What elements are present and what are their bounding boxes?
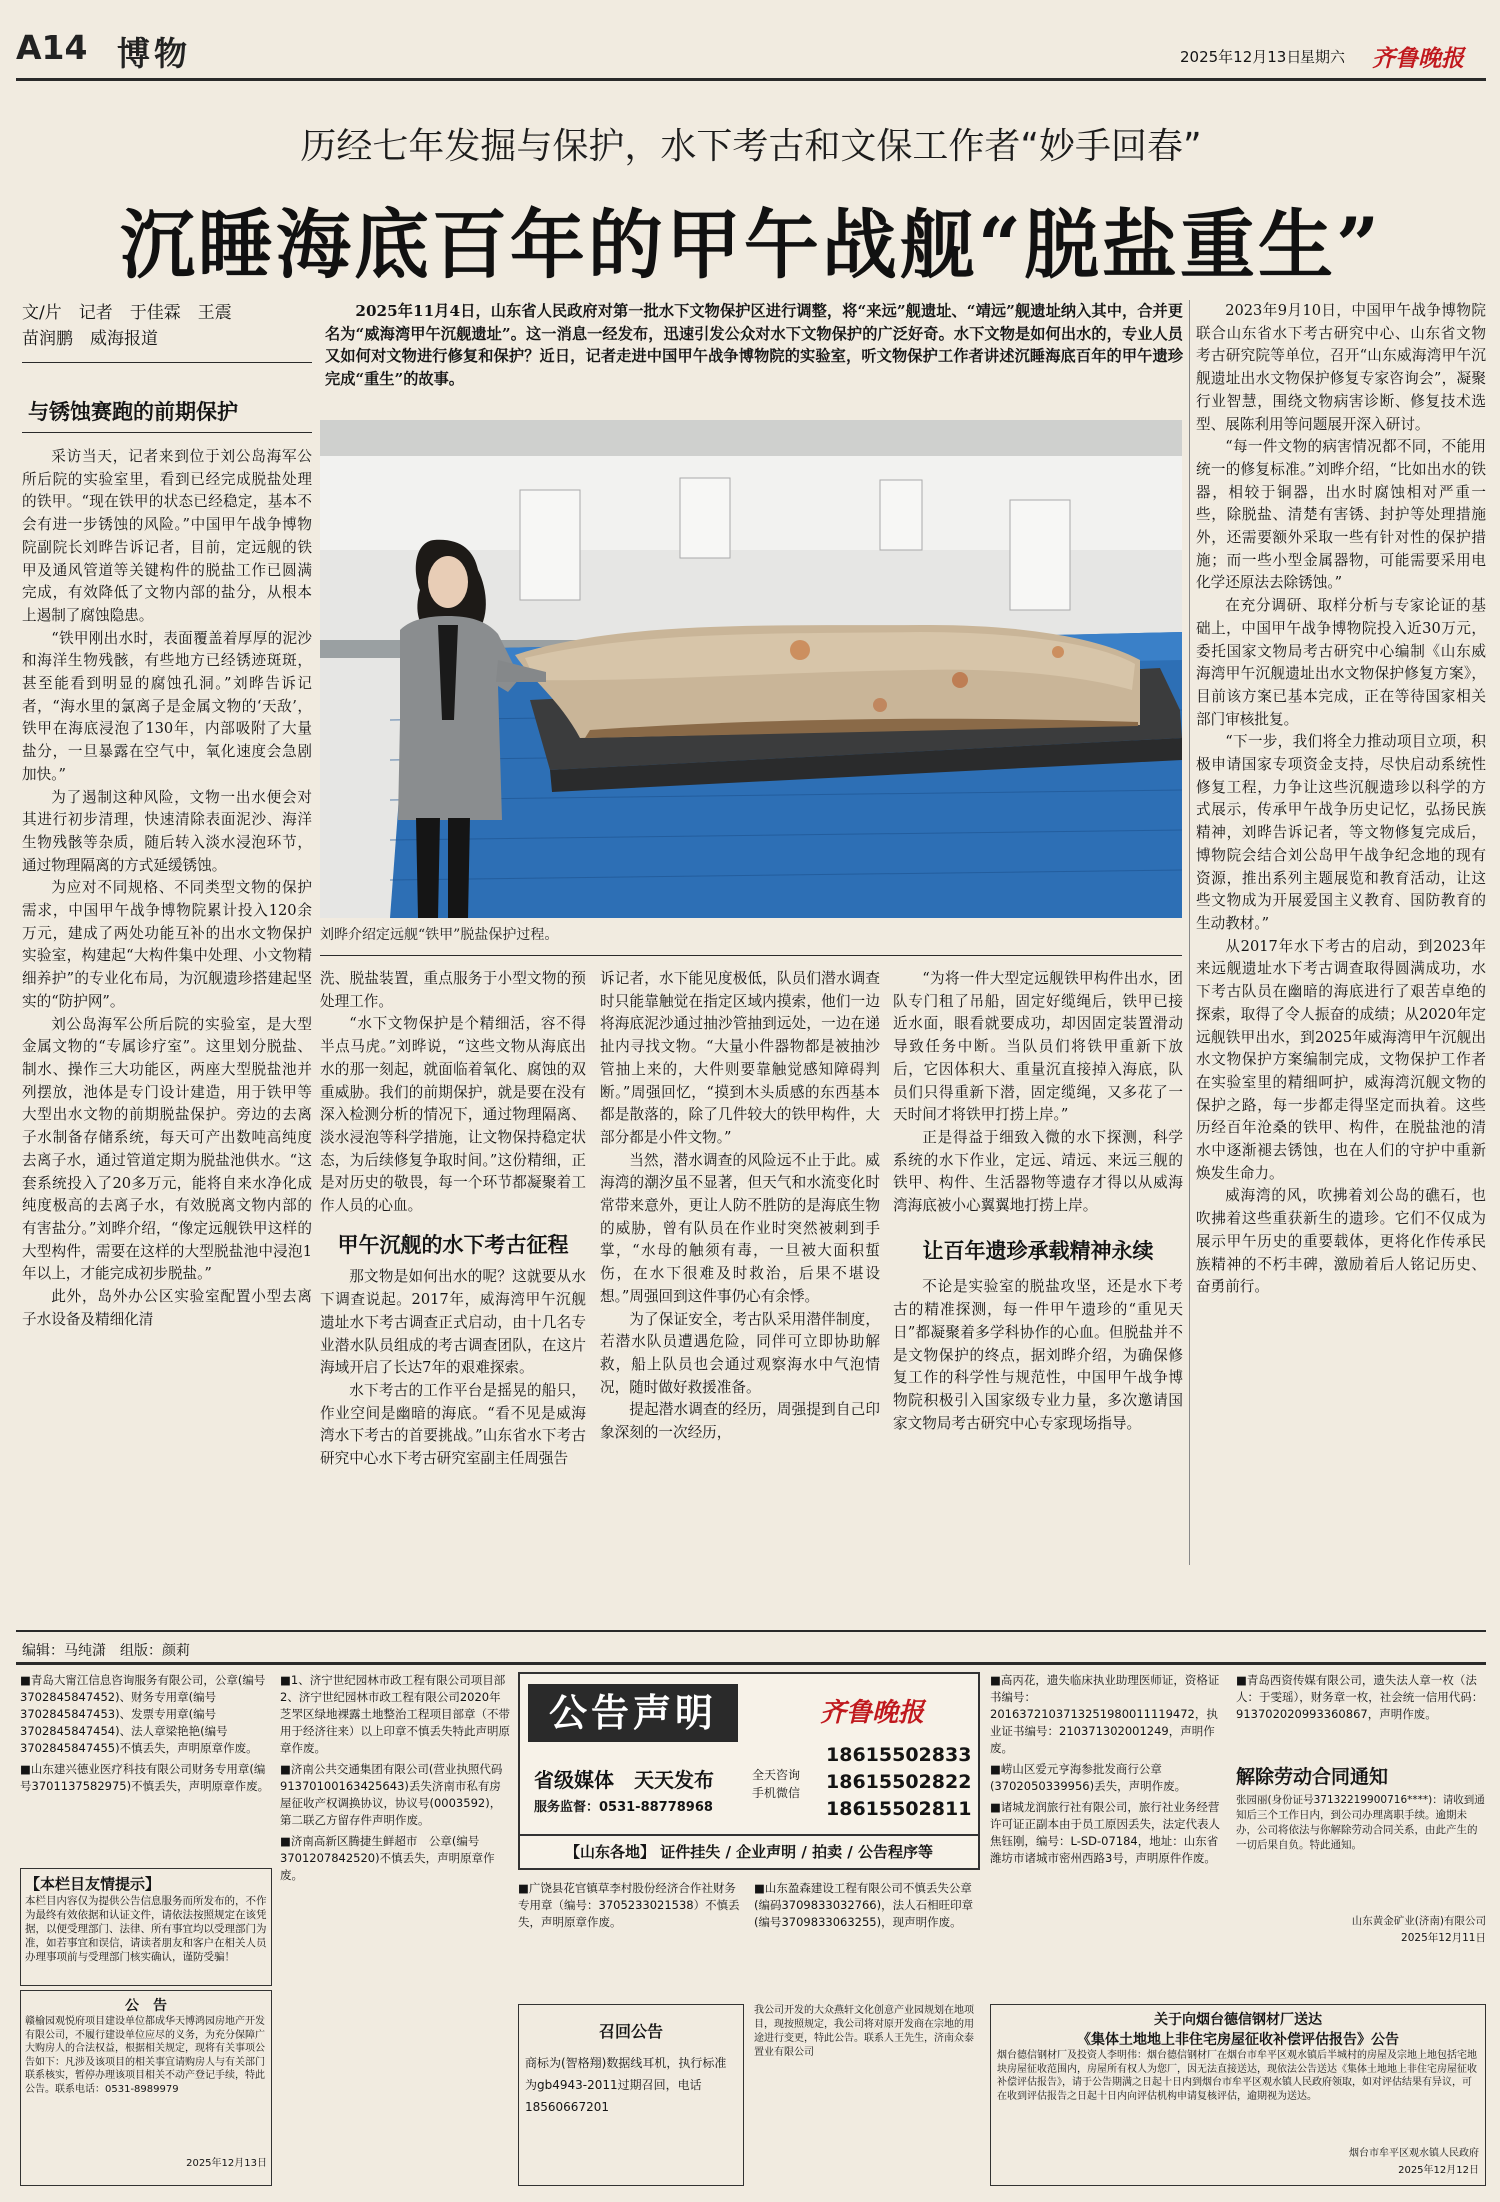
banner-label-consult: 全天咨询 bbox=[752, 1768, 801, 1782]
col5-para: “每一件文物的病害情况都不同，不能用统一的修复标准。”刘晔介绍，“比如出水的铁器，相较于铜器，出水时腐蚀相对严重一些，除脱盐、清楚有害锈、封护等处理措施外，还需要额外采取一些有针对性的保护措施；而一些小型金属器物，可能需要采用电化学还原法去除锈蚀。” bbox=[1196, 438, 1486, 592]
col2-para: “水下文物保护是个精细活，容不得半点马虎。”刘晔说，“这些文物从海底出水的那一刻起，就面临着氧化、腐蚀的双重威胁。我们的前期保护，就是要在没有深入检测分析的情况下，通过物理隔离、淡水浸泡等科学措施，让文物保持稳定状态，为后续修复争取时间。”这份精细，正是对历史的敬畏，每一个环节都凝聚着工作人员的心血。 bbox=[320, 1015, 586, 1215]
ad-item: ■ 山东盈森建设工程有限公司不慎丢失公章(编码3709833032766)，法人石相旺印章(编号3709833063255)，现声明作废。 bbox=[754, 1880, 980, 1931]
ads-top-rule bbox=[16, 1662, 1486, 1665]
main-headline: 沉睡海底百年的甲午战舰“脱盐重生” bbox=[119, 201, 1383, 289]
banner-phone: 18615502822 bbox=[826, 1771, 972, 1793]
labor-notice-title: 解除劳动合同通知 bbox=[1236, 1766, 1389, 1788]
ads-column-2 bbox=[280, 1672, 510, 1972]
subhead-2: 甲午沉舰的水下考古征程 bbox=[337, 1231, 569, 1257]
ads-column-4 bbox=[990, 1672, 1226, 2002]
labor-notice-text: 张园丽(身份证号37132219900716****)：请收到通知后三个工作日内，到公司办理离职手续。逾期未办，公司将依法与你解除劳动合同关系，由此产生的一切后果自负。特此通知。 bbox=[1236, 1794, 1485, 1851]
lab-photo bbox=[320, 420, 1182, 918]
land-notice bbox=[990, 2004, 1486, 2186]
ad-item: ■ 济南公共交通集团有限公司(营业执照代码91370100163425643)丢失济南市私有房屋征收产权调换协议，协议号(0003592)，第二联乙方留存件声明作废。 bbox=[280, 1761, 510, 1829]
ad-item: ■ 济南高新区腾捷生鲜超市 公章(编号3701207842520)不慎丢失，声明原章作废。 bbox=[280, 1833, 510, 1884]
ads-mid-left bbox=[518, 1880, 744, 2000]
land-notice-date: 2025年12月12日 bbox=[1398, 2165, 1479, 2176]
public-notice-title: 公 告 bbox=[125, 1998, 167, 2014]
col1-para: 采访当天，记者来到位于刘公岛海军公所后院的实验室里，看到已经完成脱盐处理的铁甲。“现在铁甲的状态已经稳定，基本不会有进一步锈蚀的风险。”中国甲午战争博物院副院长刘晔告诉记者，目前，定远舰的铁甲及通风管道等关键构件的脱盐工作已圆满完成，有效降低了文物内部的盐分，从根本上遏制了腐蚀隐患。 bbox=[22, 448, 312, 624]
announcement-banner bbox=[518, 1672, 980, 1870]
ad-item: ■ 广饶县花官镇草李村股份经济合作社财务专用章（编号：3705233021538）不慎丢失，声明原章作废。 bbox=[518, 1880, 744, 1931]
public-notice-text: 赣榆园观悦府项目建设单位都成华天博鸿园房地产开发有限公司，不履行建设单位应尽的义务，为充分保障广大购房人的合法权益，根据相关规定，现将有关事项公告如下：凡涉及该项目的相关事宜请购房人与有关部门联系核实，暂停办理该项目相关不动产登记手续，特此公告。联系电话：0531-8989979 bbox=[25, 2016, 265, 2095]
subhead-1: 与锈蚀赛跑的前期保护 bbox=[28, 399, 238, 424]
banner-hotline: 服务监督：0531-88778968 bbox=[534, 1800, 713, 1815]
col3-para: 为了保证安全，考古队采用潜伴制度，若潜水队员遭遇危险，同伴可立即协助解救，船上队员也会通过观察海水中气泡情况，随时做好救援准备。 bbox=[600, 1310, 880, 1396]
byline-location: 苗润鹏 威海报道 bbox=[22, 329, 158, 349]
land-notice-text: 烟台德信钢材厂及投资人李明伟：烟台德信钢材厂在烟台市牟平区观水镇后半城村的房屋及宗地上地包括宅地块房屋征收范围内，房屋所有权人为您厂，因无法直接送达，现依法公告送达《集体土地地上非住宅房屋征收补偿评估报告》，请于公告期满之日起十日内到烟台市牟平区观水镇人民政府领取，如对评估结果有异议，可在收到评估报告之日起十日内向评估机构申请复核评估，逾期视为送达。 bbox=[997, 2050, 1477, 2102]
col4-para: 不论是实验室的脱盐攻坚，还是水下考古的精准探测，每一件甲午遗珍的“重见天日”都凝聚着多学科协作的心血。但脱盐并不是文物保护的终点，据刘晔介绍，为确保修复工作的科学性与规范性，中国甲午战争博物院积极引入国家级专业力量，多次邀请国家文物局考古研究中心专家现场指导。 bbox=[893, 1278, 1183, 1432]
col5-para: “下一步，我们将全力推动项目立项，积极申请国家专项资金支持，尽快启动系统性修复工程，力争让这些沉舰遗珍以科学的方式展示，传承甲午战争历史记忆，弘扬民族精神，刘晔告诉记者，等文物修复完成后，博物院会结合刘公岛甲午战争纪念地的现有资源，推出系列主题展览和教育活动，让这些文物成为开展爱国主义教育、国防教育的生动教材。” bbox=[1196, 733, 1486, 932]
newspaper-logo: 齐鲁晚报 bbox=[1372, 45, 1464, 72]
ad-item: ■ 诸城龙润旅行社有限公司，旅行社业务经营许可证正副本由于员工原因丢失，法定代表人焦钰刚，编号：L-SD-07184，地址：山东省潍坊市诸城市密州西路3号，声明原件作废。 bbox=[990, 1799, 1226, 1867]
friendly-tip-box bbox=[20, 1868, 272, 1986]
header-rule bbox=[16, 78, 1486, 81]
land-notice-subtitle: 《集体土地地上非住宅房屋征收补偿评估报告》公告 bbox=[1077, 2032, 1399, 2048]
banner-title: 公告声明 bbox=[528, 1684, 738, 1742]
col5-para: 威海湾的风，吹拂着刘公岛的礁石，也吹拂着这些重获新生的遗珍。它们不仅成为展示甲午历史的重要载体，更将化作传承民族精神的不朽丰碑，激励着后人铭记历史、奋勇前行。 bbox=[1196, 1187, 1486, 1296]
col3-para: 提起潜水调查的经历，周强提到自己印象深刻的一次经历， bbox=[600, 1401, 880, 1442]
public-notice-date: 2025年12月13日 bbox=[186, 2158, 267, 2169]
col5-para: 从2017年水下考古的启动，到2023年来远舰遗址水下考古调查取得圆满成功，水下考古队员在幽暗的海底进行了艰苦卓绝的探索，取得了令人振奋的成绩；从2020年定远舰铁甲出水，到2025年威海湾甲午沉舰出水文物保护方案编制完成，文物保护工作者在实验室里的精细呵护，威海湾沉舰文物的保护之路，每一步都走得坚定而执着。这些历经百年沧桑的铁甲、构件，在脱盐池的清水中逐渐褪去锈蚀，也在人们的守护中重新焕发生命力。 bbox=[1196, 937, 1486, 1182]
col1-para: 为了遏制这种风险，文物一出水便会对其进行初步清理，快速清除表面泥沙、海洋生物残骸等杂质，随后转入淡水浸泡环节，通过物理隔离的方式延缓锈蚀。 bbox=[22, 788, 312, 874]
friendly-tip-text: 本栏目内容仅为提供公告信息服务而所发布的，不作为最终有效依据和认证文件，请依法按照规定在该凭据，以便受理部门、法律、所有事宜均以受理部门为准，如若事宜和误信，请读者朋友和客户在相关人员办理事项前与受理部门核实确认，谨防受骗！ bbox=[25, 1895, 267, 1963]
col2-para: 洗、脱盐装置，重点服务于小型文物的预处理工作。 bbox=[320, 970, 586, 1010]
photo-illustration bbox=[320, 420, 1182, 918]
ad-item: ■ 1、济宁世纪园林市政工程有限公司项目部 2、济宁世纪园林市政工程有限公司2020年芝罘区绿地裸露土地整治工程项目部章（不带用于经济往来）以上印章不慎丢失特此声明原章作废。 bbox=[280, 1672, 510, 1757]
ads-column-5 bbox=[1236, 1672, 1486, 1762]
banner-slogan: 省级媒体 天天发布 bbox=[534, 1768, 714, 1792]
subhead-1-rule bbox=[22, 432, 312, 433]
recall-title: 召回公告 bbox=[598, 2022, 663, 2041]
col3-para: 当然，潜水调查的风险远不止于此。威海湾的潮汐虽不显著，但天气和水流变化时常带来意外，更让人防不胜防的是海底生物的威胁，曾有队员在作业时突然被刺到手掌，“水母的触须有毒，一旦被大面积蜇伤，在水下很难及时救治，后果不堪设想。”周强回到这件事仍心有余悸。 bbox=[600, 1151, 880, 1305]
caption-rule bbox=[320, 955, 1182, 956]
column-5 bbox=[1196, 300, 1486, 1568]
column-1 bbox=[22, 446, 312, 1568]
issue-date: 2025年12月13日 bbox=[1180, 48, 1302, 66]
col2-para: 那文物是如何出水的呢？这就要从水下调查说起。2017年，威海湾甲午沉舰遗址水下考古调查正式启动，由十几名专业潜水队员组成的考古调查团队，在这片海域开启了长达7年的艰难探索。 bbox=[320, 1268, 586, 1377]
recall-text: 商标为(智格翔)数据线耳机，执行标准为gb4943-2011过期召回，电话18560667201 bbox=[525, 2056, 727, 2114]
photo-caption: 刘晔介绍定远舰“铁甲”脱盐保护过程。 bbox=[320, 927, 559, 943]
byline-rule bbox=[22, 362, 312, 363]
column-divider bbox=[1189, 300, 1190, 1565]
kicker-headline: 历经七年发掘与保护，水下考古和文保工作者“妙手回春” bbox=[300, 126, 1202, 167]
ad-item: ■ 崂山区爱元亨海参批发商行公章(3702050339956)丢失，声明作废。 bbox=[990, 1761, 1226, 1795]
article-bottom-rule bbox=[16, 1630, 1486, 1632]
column-4 bbox=[893, 968, 1183, 1568]
banner-categories: 【山东各地】 证件挂失 / 企业声明 / 拍卖 / 公告程序等 bbox=[520, 1834, 978, 1868]
issue-weekday: 星期六 bbox=[1300, 48, 1346, 66]
col1-para: 此外，岛外办公区实验室配置小型去离子水设备及精细化清 bbox=[22, 1288, 312, 1328]
ads-bottom-mid: 我公司开发的大众燕轩文化创意产业园规划在地项目，现按照规定，我公司将对原开发商在宗地的用途进行变更，特此公告。联系人王先生，济南众泰置业有限公司 bbox=[754, 2005, 974, 2058]
land-notice-sign: 烟台市牟平区观水镇人民政府 bbox=[1349, 2148, 1479, 2159]
col2-para: 水下考古的工作平台是摇晃的船只，作业空间是幽暗的海底。“看不见是威海湾水下考古的首要挑战。”山东省水下考古研究中心水下考古研究室副主任周强告 bbox=[320, 1381, 586, 1468]
friendly-tip-title: 【本栏目友情提示】 bbox=[25, 1875, 161, 1893]
ad-item: ■ 青岛大甯江信息咨询服务有限公司，公章(编号3702845847452)、财务专用章(编号3702845847453)、发票专用章(编号3702845847454)、法人章梁艳艳(编号3702845847455)不慎丢失，声明原章作废。 bbox=[20, 1672, 272, 1757]
page-number: A14 bbox=[16, 28, 88, 67]
section-name: 博物 bbox=[117, 34, 191, 73]
recall-notice bbox=[518, 2004, 744, 2186]
col5-para: 在充分调研、取样分析与专家论证的基础上，中国甲午战争博物院投入近30万元，委托国家文物局考古研究中心编制《山东威海湾甲午沉舰遗址出水文物保护修复方案》，目前该方案已基本完成，正在等待国家相关部门审核批复。 bbox=[1196, 597, 1486, 728]
labor-notice bbox=[1236, 1762, 1486, 1992]
banner-phone: 18615502811 bbox=[826, 1798, 972, 1820]
col4-para: “为将一件大型定远舰铁甲构件出水，团队专门租了吊船，固定好缆绳后，铁甲已接近水面，眼看就要成功，却因固定装置滑动导致任务中断。当队员们将铁甲重新下放后，它因体积大、重量沉直接掉入海底，队员们只得重新下潜，固定缆绳，又多花了一天时间才将铁甲打捞上岸。” bbox=[893, 970, 1183, 1124]
editors-credit: 编辑：马纯潇 组版：颜莉 bbox=[22, 1643, 190, 1659]
banner-phone: 18615502833 bbox=[826, 1744, 972, 1766]
labor-notice-date: 2025年12月11日 bbox=[1401, 1932, 1486, 1944]
lead-paragraph: 2025年11月4日，山东省人民政府对第一批水下文物保护区进行调整，将“来远”舰遗址、“靖远”舰遗址纳入其中，合并更名为“威海湾甲午沉舰遗址”。这一消息一经发布，迅速引发公众对水下文物保护的广泛好奇。水下文物是如何出水的，专业人员又如何对文物进行修复和保护？近日，记者走进中国甲午战争博物院的实验室，听文物保护工作者讲述沉睡海底百年的甲午遗珍完成“重生”的故事。 bbox=[325, 302, 1183, 388]
col1-para: 刘公岛海军公所后院的实验室，是大型金属文物的“专属诊疗室”。这里划分脱盐、制水、操作三大功能区，两座大型脱盐池并列摆放，池体是专门设计建造，用于铁甲等大型出水文物的前期脱盐保护。旁边的去离子水制备存储系统，每天可产出数吨高纯度去离子水，通过管道定期为脱盐池供水。“这套系统投入了20多万元，能将自来水净化成纯度极高的去离子水，有效脱离文物内部的有害盐分。”刘晔介绍，“像定远舰铁甲这样的大型构件，需要在这样的大型脱盐池中浸泡1年以上，才能完成初步脱盐。” bbox=[22, 1015, 312, 1283]
land-notice-title: 关于向烟台德信钢材厂送达 bbox=[1154, 2012, 1322, 2028]
banner-label-wechat: 手机微信 bbox=[752, 1786, 801, 1800]
col3-para: 诉记者，水下能见度极低，队员们潜水调查时只能靠触觉在指定区域内摸索，他们一边将海底泥沙通过抽沙管抽到远处，一边在递扯内寻找文物。“大量小件器物都是被抽沙管抽上来的，大件则要靠触觉感知障碍判断。”周强回忆，“摸到木头质感的东西基本都是散落的，除了几件较大的铁甲构件，大部分都是小件文物。” bbox=[600, 970, 880, 1146]
public-notice-box bbox=[20, 1990, 272, 2186]
ad-item: ■ 高丙花，遗失临床执业助理医师证，资格证书编号：2016372103713251980011119472，执业证书编号：210371302001249，声明作废。 bbox=[990, 1672, 1226, 1757]
ad-item: ■ 青岛西资传媒有限公司，遗失法人章一枚（法人：于雯瑶），财务章一枚，社会统一信用代码：913702020993360867，声明作废。 bbox=[1236, 1672, 1486, 1723]
col1-para: 为应对不同规格、不同类型文物的保护需求，中国甲午战争博物院累计投入120余万元，建成了两处功能互补的出水文物保护实验室，构建起“大构件集中处理、小文物精细养护”的专业化布局，为沉舰遗珍搭建起坚实的“防护网”。 bbox=[22, 879, 312, 1010]
ad-item: ■ 山东建兴德业医疗科技有限公司财务专用章(编号3701137582975)不慎丢失，声明原章作废。 bbox=[20, 1761, 272, 1795]
col5-para: 2023年9月10日，中国甲午战争博物院联合山东省水下考古研究中心、山东省文物考古研究院等单位，召开“山东威海湾甲午沉舰遗址出水文物保护修复专家咨询会”，凝聚行业智慧，围绕文物病害诊断、修复技术选型、展陈利用等问题展开深入研讨。 bbox=[1196, 302, 1486, 433]
subhead-3: 让百年遗珍承载精神永续 bbox=[922, 1237, 1154, 1263]
ads-column-1 bbox=[20, 1672, 272, 1822]
banner-paper-logo: 齐鲁晚报 bbox=[820, 1698, 925, 1728]
byline bbox=[22, 300, 312, 352]
byline-authors: 文/片 记者 于佳霖 王震 bbox=[22, 303, 232, 323]
column-3 bbox=[600, 968, 880, 1568]
col4-para: 正是得益于细致入微的水下探测，科学系统的水下作业，定远、靖远、来远三舰的铁甲、构件、生活器物等遗存才得以从威海湾海底被小心翼翼地打捞上岸。 bbox=[893, 1128, 1183, 1215]
col1-para: “铁甲刚出水时，表面覆盖着厚厚的泥沙和海洋生物残骸，有些地方已经锈迹斑斑，甚至能看到明显的腐蚀孔洞。”刘晔告诉记者，“海水里的氯离子是金属文物的‘天敌’，铁甲在海底浸泡了130年，内部吸附了大量盐分，一旦暴露在空气中，氧化速度会急剧加快。” bbox=[22, 629, 312, 783]
labor-notice-sign: 山东黄金矿业(济南)有限公司 bbox=[1351, 1915, 1486, 1927]
column-2 bbox=[320, 968, 586, 1568]
ads-mid-right bbox=[754, 1880, 980, 2000]
